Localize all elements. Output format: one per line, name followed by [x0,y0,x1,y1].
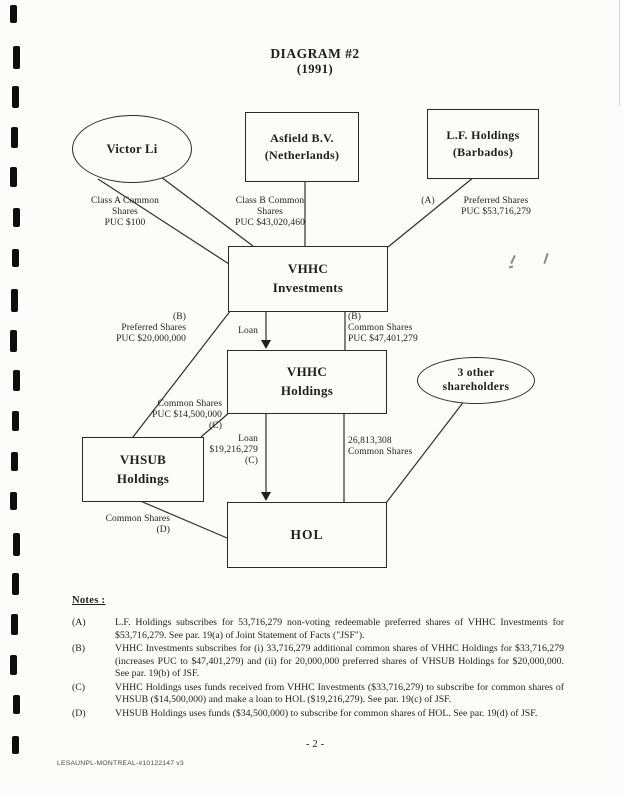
binding-hole-mark [10,492,17,510]
node-label-line: VHSUB [119,451,167,467]
page-number: - 2 - [305,738,325,750]
edge-label-loan-1: Loan [238,326,258,336]
note-text: VHHC Holdings uses funds received from VHHC Investments ($33,716,279) to subscribe for common shares of VHSUB ($14,500,000) and make a loan to HOL ($19,216,279). See par. 19(c) of JSF. [115,681,564,706]
edge-label-loan-2: Loan $19,216,279 (C) [209,434,258,467]
binding-hole-mark [11,614,18,635]
node-label-line: (Netherlands) [264,148,340,162]
binding-hole-mark [10,167,17,187]
binding-hole-mark [10,655,17,675]
binding-hole-mark [13,533,20,556]
binding-hole-mark [12,573,19,595]
node-label-line: shareholders [442,380,510,393]
note-item-b [72,643,564,681]
node-other-shareholders [417,357,535,404]
binding-hole-mark [11,289,18,312]
edge-label-common-shares-c: Common Shares PUC $14,500,000 (C) [152,399,222,432]
note-key: (B) [72,643,86,655]
binding-hole-mark [13,46,20,69]
title-line: DIAGRAM #2 [270,46,360,61]
binding-hole-mark [10,5,17,23]
notes-heading: Notes : [72,595,106,606]
node-label-line: Asfield B.V. [270,130,334,145]
edge-label-common-shares-d: Common Shares (D) [105,514,170,536]
edge-label-common-shares-b: (B) Common Shares PUC $47,401,279 [348,312,418,345]
edge-label-class-a-shares: Class A Common Shares PUC $100 [91,196,159,229]
edge-label-26m-common-shares: 26,813,308 Common Shares [348,436,413,458]
binding-hole-mark [12,736,19,754]
note-text: VHHC Investments subscribes for (i) 33,716,279 additional common shares of VHHC Holdings for $33,716,279 (increases PUC to $47,401,279) and (ii) for 20,000,000 preferred shares of VHSUB Holdings for $20,000,000. See par. 19(b) of JSF. [115,643,564,680]
edge-label-preferred-shares-a: Preferred Shares PUC $53,716,279 [461,196,531,218]
node-label-line: Holdings [280,383,334,398]
binding-hole-mark [11,127,18,148]
title-year: (1991) [296,61,334,76]
binding-hole-mark [12,249,19,267]
note-item-c [72,682,564,707]
note-key: (C) [72,681,86,693]
node-label-line: L.F. Holdings [446,127,520,142]
note-key: (D) [72,707,86,719]
node-lf-holdings [427,109,539,179]
note-item-a [72,617,564,642]
node-label-line: Investments [272,280,344,295]
node-label-line: VHHC [286,364,328,380]
node-victor-li [72,115,192,183]
node-vhhc-holdings [227,350,387,414]
node-hol [227,502,387,568]
note-text: L.F. Holdings subscribes for 53,716,279 non-voting redeemable preferred shares of VHHC Investments for $53,716,279. See par. 19(a) of Joint Statement of Facts ("JSF"). [115,617,564,641]
scan-edge-artifact [619,0,620,105]
edge-label-class-b-shares: Class B Common Shares PUC $43,020,460 [235,196,305,229]
diagram-title [240,46,390,76]
node-asfield-bv [245,112,359,182]
edge-ref-a: (A) [421,196,435,206]
node-label-line: (Barbados) [452,145,514,159]
binding-hole-mark [12,86,19,108]
binding-hole-mark [13,208,20,227]
node-label-line: 3 other [457,366,495,379]
binding-hole-mark [10,330,17,352]
note-item-d [72,708,564,721]
document-id-stamp: LESAUNPL-MONTREAL-#10122147 v3 [57,760,184,767]
notes-list [72,617,564,721]
note-text: VHSUB Holdings uses funds ($34,500,000) to subscribe for common shares of HOL. See par. 19(d) of JSF. [115,707,538,719]
node-label-line: Victor Li [106,141,158,156]
arrowhead-down-icon [261,492,271,501]
edge-label-preferred-shares-b: (B) Preferred Shares PUC $20,000,000 [116,312,186,345]
node-label-line: Holdings [116,470,170,486]
binding-hole-mark [13,370,20,391]
note-key: (A) [72,617,86,628]
node-label-line: HOL [290,527,324,543]
binding-hole-mark [12,411,19,431]
node-label-line: VHHC [287,261,329,277]
node-vhhc-investments [228,246,388,312]
binding-hole-mark [13,695,20,714]
arrowhead-down-icon [261,340,271,349]
binding-hole-mark [11,452,18,471]
